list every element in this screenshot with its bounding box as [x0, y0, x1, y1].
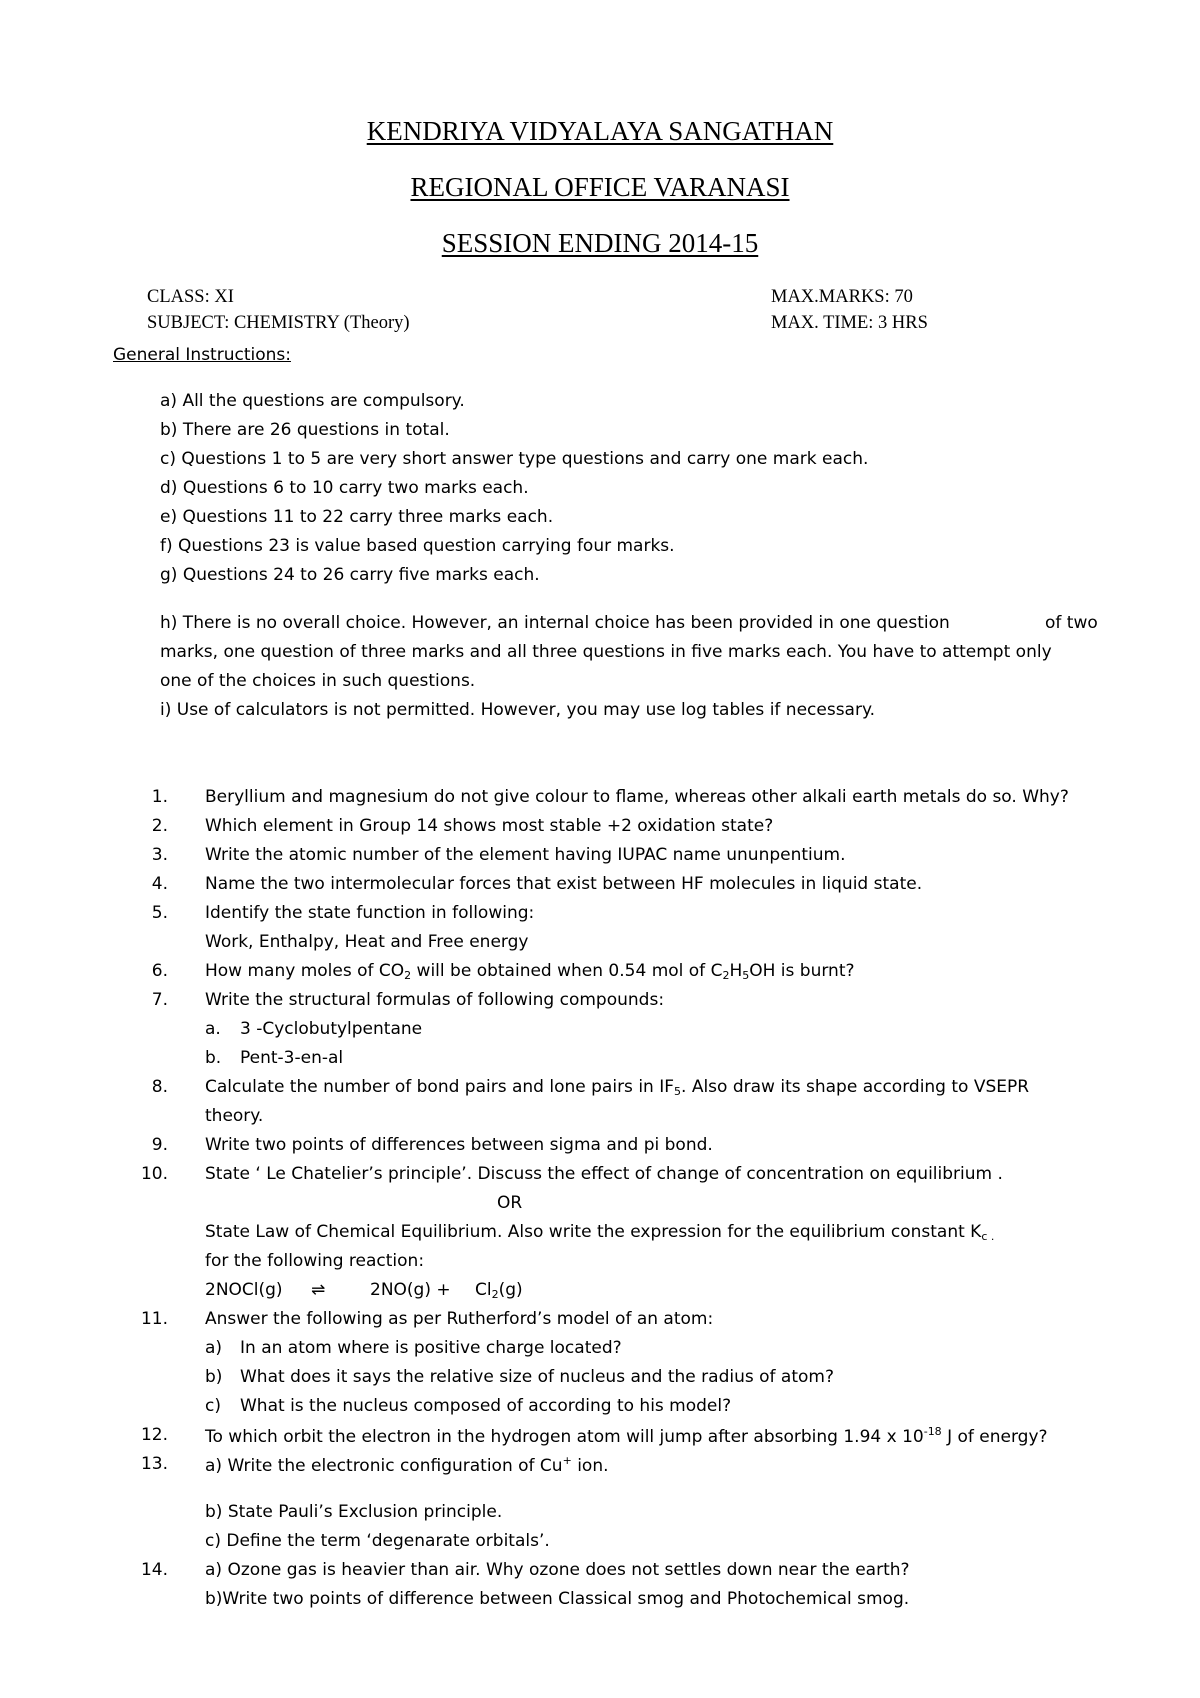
- question-number: 7.: [151, 990, 168, 1010]
- question-12-text: To which orbit the electron in the hydrogen atom will jump after absorbing 1.94 x $10^{-18}$ J of energy?: [205, 1425, 1048, 1447]
- instruction-a: a) All the questions are compulsory.: [160, 391, 465, 411]
- question-10-text: State ‘ Le Chatelier’s principle’. Discuss the effect of change of concentration on equilibrium .: [205, 1164, 1003, 1184]
- question-5-text: Identify the state function in following:: [205, 903, 535, 923]
- question-number: 5.: [151, 903, 168, 923]
- question-4-text: Name the two intermolecular forces that exist between HF molecules in liquid state.: [205, 874, 923, 894]
- question-number: 9.: [151, 1135, 168, 1155]
- question-number: 6.: [151, 961, 168, 981]
- question-11-b: What does it says the relative size of nucleus and the radius of atom?: [240, 1367, 834, 1387]
- question-13-b: b) State Pauli’s Exclusion principle.: [205, 1502, 503, 1522]
- instructions-title: General Instructions:: [113, 345, 291, 365]
- question-number: 3.: [151, 845, 168, 865]
- office-heading: REGIONAL OFFICE VARANASI: [410, 172, 790, 202]
- subject-label: SUBJECT: CHEMISTRY (Theory): [147, 313, 410, 333]
- reaction-product-1: 2NO(g) +: [370, 1280, 451, 1300]
- question-5-options: Work, Enthalpy, Heat and Free energy: [205, 932, 529, 952]
- org-heading: KENDRIYA VIDYALAYA SANGATHAN: [366, 116, 834, 146]
- instruction-h-line3: one of the choices in such questions.: [160, 671, 476, 691]
- instruction-g: g) Questions 24 to 26 carry five marks each.: [160, 565, 540, 585]
- question-number: 10.: [140, 1164, 168, 1184]
- question-11-b-label: b): [205, 1367, 223, 1387]
- instruction-h-line2: marks, one question of three marks and all three questions in five marks each. You have to attempt only: [160, 642, 1052, 662]
- question-8-cont: theory.: [205, 1106, 264, 1126]
- question-3-text: Write the atomic number of the element having IUPAC name ununpentium.: [205, 845, 846, 865]
- question-13-a: a) Write the electronic configuration of Cu+ ion.: [205, 1454, 609, 1476]
- instruction-f: f) Questions 23 is value based question carrying four marks.: [160, 536, 675, 556]
- question-6-text: How many moles of $CO_2$ will be obtained when 0.54 mol of $C_2H_5OH$ is burnt?: [205, 961, 855, 982]
- question-number: 4.: [151, 874, 168, 894]
- max-marks-label: MAX.MARKS: 70: [771, 287, 913, 307]
- question-number: 12.: [140, 1425, 168, 1445]
- question-7-b-label: b.: [205, 1048, 222, 1068]
- equilibrium-arrow: ⇌: [311, 1280, 326, 1300]
- question-10-alt-line1: State Law of Chemical Equilibrium. Also write the expression for the equilibrium constant $K_{c .}$: [205, 1222, 995, 1243]
- question-11-a: In an atom where is positive charge located?: [240, 1338, 622, 1358]
- question-11-a-label: a): [205, 1338, 223, 1358]
- question-11-text: Answer the following as per Rutherford’s model of an atom:: [205, 1309, 714, 1329]
- question-11-c-label: c): [205, 1396, 221, 1416]
- question-1-text: Beryllium and magnesium do not give colour to flame, whereas other alkali earth metals do so. Why?: [205, 787, 1069, 807]
- question-2-text: Which element in Group 14 shows most stable +2 oxidation state?: [205, 816, 774, 836]
- session-heading: SESSION ENDING 2014-15: [441, 228, 759, 258]
- max-time-label: MAX. TIME: 3 HRS: [771, 313, 928, 333]
- question-7-a-label: a.: [205, 1019, 221, 1039]
- question-number: 8.: [151, 1077, 168, 1097]
- instruction-h-line1-end: of two: [1045, 613, 1098, 633]
- question-8-text: Calculate the number of bond pairs and lone pairs in $IF_5$. Also draw its shape according to VSEPR: [205, 1077, 1030, 1098]
- reaction-reactant: 2NOCl(g): [205, 1280, 283, 1300]
- reaction-product-2: $Cl_2(g)$: [475, 1280, 523, 1301]
- instruction-d: d) Questions 6 to 10 carry two marks each.: [160, 478, 529, 498]
- instruction-e: e) Questions 11 to 22 carry three marks each.: [160, 507, 554, 527]
- class-label: CLASS: XI: [147, 287, 234, 307]
- question-10-alt-line2: for the following reaction:: [205, 1251, 425, 1271]
- question-7-a: 3 -Cyclobutylpentane: [240, 1019, 423, 1039]
- question-11-c: What is the nucleus composed of according to his model?: [240, 1396, 732, 1416]
- question-number: 2.: [151, 816, 168, 836]
- question-7-text: Write the structural formulas of following compounds:: [205, 990, 665, 1010]
- instruction-i: i) Use of calculators is not permitted. However, you may use log tables if necessary.: [160, 700, 876, 720]
- or-separator: OR: [497, 1193, 523, 1213]
- question-14-a: a) Ozone gas is heavier than air. Why ozone does not settles down near the earth?: [205, 1560, 910, 1580]
- question-9-text: Write two points of differences between sigma and pi bond.: [205, 1135, 713, 1155]
- question-number: 1.: [151, 787, 168, 807]
- instruction-h-line1: h) There is no overall choice. However, an internal choice has been provided in one question: [160, 613, 950, 633]
- question-number: 14.: [140, 1560, 168, 1580]
- question-7-b: Pent-3-en-al: [240, 1048, 344, 1068]
- question-14-b: b)Write two points of difference between Classical smog and Photochemical smog.: [205, 1589, 910, 1609]
- instruction-c: c) Questions 1 to 5 are very short answer type questions and carry one mark each.: [160, 449, 869, 469]
- question-13-c: c) Define the term ‘degenarate orbitals’.: [205, 1531, 550, 1551]
- question-number: 13.: [140, 1454, 168, 1474]
- question-number: 11.: [140, 1309, 168, 1329]
- instruction-b: b) There are 26 questions in total.: [160, 420, 450, 440]
